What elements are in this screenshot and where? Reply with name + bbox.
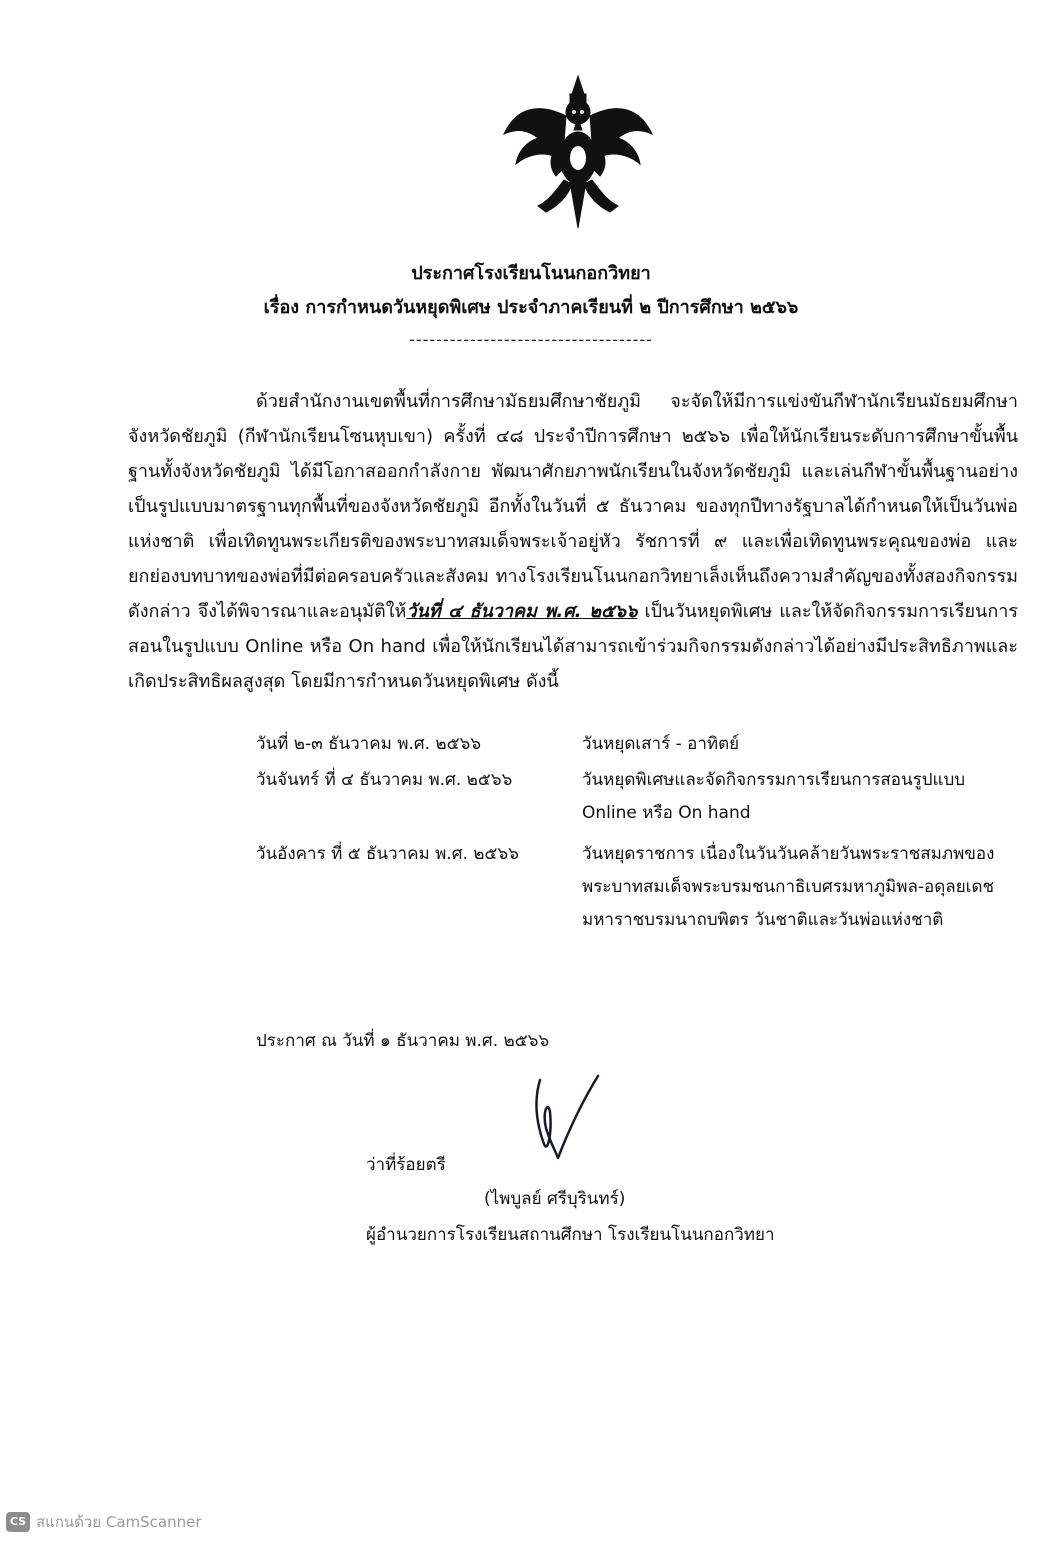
schedule-row: [256, 838, 1016, 970]
camscanner-logo-icon: CS: [6, 1512, 30, 1532]
schedule-row: [256, 728, 1016, 761]
body-text-part1: ด้วยสำนักงานเขตพื้นที่การศึกษามัธยมศึกษาชัยภูมิ จะจัดให้มีการแข่งขันกีฬานักเรียนมัธยมศึกษาจังหวัดชัยภูมิ (กีฬานักเรียนโซนหุบเขา) ครั้งที่ ๔๘ ประจำปีการศึกษา ๒๕๖๖ เพื่อให้นักเรียนระดับการศึกษาขั้นพื้นฐานทั้งจังหวัดชัยภูมิ ได้มีโอกาสออกกำลังกาย พัฒนาศักยภาพนักเรียนในจังหวัดชัยภูมิ และเล่นกีฬาขั้นพื้นฐานอย่างเป็นรูปแบบมาตรฐานทุกพื้นที่ของจังหวัดชัยภูมิ อีกทั้งในวันที่ ๕ ธันวาคม ของทุกปีทางรัฐบาลได้กำหนดให้เป็นวันพ่อแห่งชาติ เพื่อเทิดทูนพระเกียรติของพระบาทสมเด็จพระเจ้าอยู่หัว รัชการที่ ๙ และเพื่อเทิดทูนพระคุณของพ่อ และยกย่องบทบาทของพ่อที่มีต่อครอบครัวและสังคม ทางโรงเรียนโนนกอกวิทยาเล็งเห็นถึงความสำคัญของทั้งสองกิจกรรมดังกล่าว จึงได้พิจารณาและอนุมัติให้: [128, 391, 1018, 622]
body-text-part2: เป็นวันหยุดพิเศษ และให้จัดกิจกรรมการเรียนการสอนในรูปแบบ Online หรือ On hand เพื่อให้นักเรียนได้สามารถเข้าร่วมกิจกรรมดังกล่าวได้อย่างมีประสิทธิภาพและเกิดประสิทธิผลสูงสุด โดยมีการกำหนดวันหยุดพิเศษ ดังนี้: [128, 601, 1019, 692]
schedule-date: วันจันทร์ ที่ ๔ ธันวาคม พ.ศ. ๒๕๖๖: [256, 770, 513, 790]
signatory-name: (ไพบูลย์ ศรีบุรินทร์): [484, 1189, 626, 1209]
body-paragraph: [128, 384, 1018, 699]
schedule-row: [256, 764, 1016, 830]
schedule-description: วันหยุดพิเศษและจัดกิจกรรมการเรียนการสอนรูปแบบ Online หรือ On hand: [582, 770, 966, 823]
title-divider: ------------------------------------: [409, 330, 653, 349]
announcement-subject: เรื่อง การกำหนดวันหยุดพิเศษ ประจำภาคเรียนที่ ๒ ปีการศึกษา ๒๕๖๖: [263, 297, 799, 318]
schedule-date: วันอังคาร ที่ ๕ ธันวาคม พ.ศ. ๒๕๖๖: [256, 844, 519, 864]
highlighted-date: วันที่ ๔ ธันวาคม พ.ศ. ๒๕๖๖: [406, 601, 638, 622]
schedule-description: วันหยุดเสาร์ - อาทิตย์: [582, 734, 740, 754]
schedule-date: วันที่ ๒-๓ ธันวาคม พ.ศ. ๒๕๖๖: [256, 734, 482, 754]
announcement-date: ประกาศ ณ วันที่ ๑ ธันวาคม พ.ศ. ๒๕๖๖: [256, 1031, 550, 1051]
camscanner-watermark: [6, 1510, 202, 1534]
watermark-text: สแกนด้วย CamScanner: [36, 1513, 202, 1531]
schedule-description: วันหยุดราชการ เนื่องในวันวันคล้ายวันพระราชสมภพของพระบาทสมเด็จพระบรมชนกาธิเบศรมหาภูมิพล-อดุลยเดชมหาราชบรมนาถบพิตร วันชาติและวันพ่อแห่งชาติ: [582, 844, 995, 930]
handwritten-signature: [522, 1072, 602, 1162]
signatory-rank: ว่าที่ร้อยตรี: [366, 1155, 446, 1175]
announcement-title: ประกาศโรงเรียนโนนกอกวิทยา: [411, 263, 651, 284]
signatory-position: ผู้อำนวยการโรงเรียนสถานศึกษา โรงเรียนโนนกอกวิทยา: [366, 1225, 775, 1245]
garuda-emblem-icon: [498, 72, 658, 232]
